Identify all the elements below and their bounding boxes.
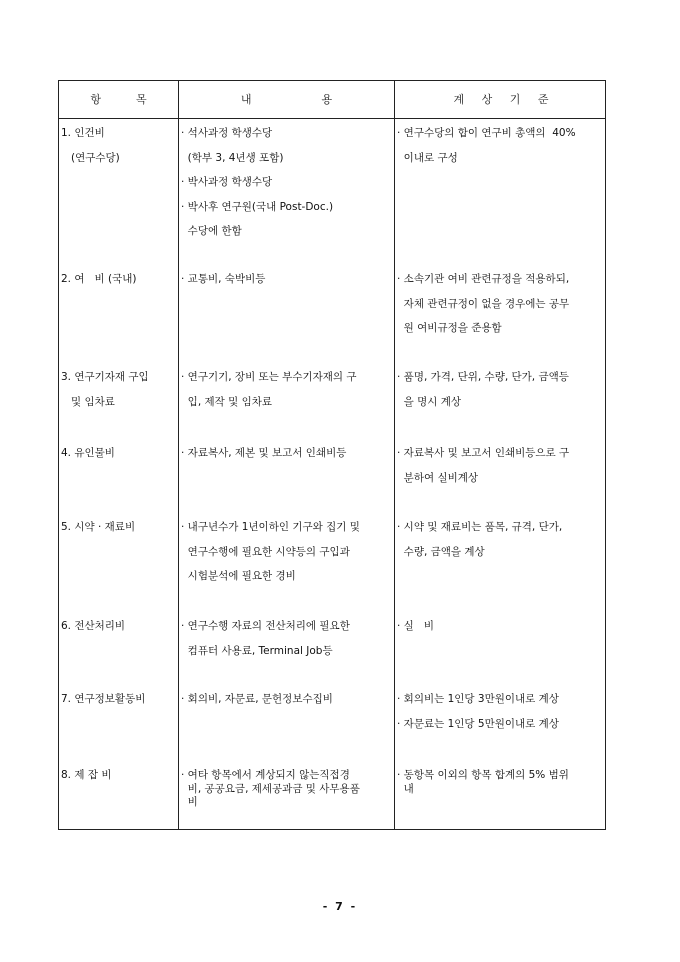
row-8-content: · 여타 항목에서 계상되지 않는직접경 비, 공공요금, 제세공과금 및 사무용품 비: [181, 769, 360, 808]
column-divider-1: [178, 81, 179, 829]
row-4-content: · 자료복사, 제본 및 보고서 인쇄비등: [181, 447, 347, 459]
row-5-item: 5. 시약 · 재료비: [61, 521, 136, 533]
row-6-item: 6. 전산처리비: [61, 620, 126, 632]
row-2-basis: · 소속기관 여비 관련규정을 적용하되, 자체 관련규정이 없을 경우에는 공무 원 여비규정을 준용함: [397, 273, 570, 334]
header-basis: 계 상 기 준: [453, 93, 549, 106]
row-5-content: · 내구년수가 1년이하인 기구와 집기 및 연구수행에 필요한 시약등의 구입과 시험분석에 필요한 경비: [181, 521, 360, 582]
row-1-item: 1. 인건비 (연구수당): [61, 127, 120, 164]
row-4-basis: · 자료복사 및 보고서 인쇄비등으로 구 분하여 실비계상: [397, 447, 570, 484]
row-1-content: · 석사과정 학생수당 (학부 3, 4년생 포함) · 박사과정 학생수당 · 박사후 연구원(국내 Post-Doc.) 수당에 한함: [181, 127, 334, 237]
row-7-basis: · 회의비는 1인당 3만원이내로 계상 · 자문료는 1인당 5만원이내로 계상: [397, 693, 559, 730]
row-3-item: 3. 연구기자재 구입 및 임차료: [61, 371, 149, 408]
row-1-basis: · 연구수당의 합이 연구비 총액의 40% 이내로 구성: [397, 127, 576, 164]
row-7-content: · 회의비, 자문료, 문헌정보수집비: [181, 693, 333, 705]
row-3-content: · 연구기기, 장비 또는 부수기자재의 구 입, 제작 및 임차료: [181, 371, 357, 408]
column-divider-2: [394, 81, 395, 829]
row-6-basis: · 실 비: [397, 620, 434, 632]
row-2-content: · 교통비, 숙박비등: [181, 273, 266, 285]
row-8-basis: · 동항목 이외의 항목 합계의 5% 범위 내: [397, 769, 569, 795]
row-6-content: · 연구수행 자료의 전산처리에 필요한 컴퓨터 사용료, Terminal Job등: [181, 620, 350, 657]
row-8-item: 8. 제 잡 비: [61, 769, 112, 781]
page-number: - 7 -: [322, 900, 358, 913]
header-content: 내 용: [240, 93, 333, 106]
row-4-item: 4. 유인물비: [61, 447, 115, 459]
budget-table: [58, 80, 606, 830]
row-5-basis: · 시약 및 재료비는 품목, 규격, 단가, 수량, 금액을 계상: [397, 521, 563, 558]
row-3-basis: · 품명, 가격, 단위, 수량, 단가, 금액등 을 명시 계상: [397, 371, 569, 408]
row-2-item: 2. 여 비 (국내): [61, 273, 137, 285]
header-item: 항 목: [90, 93, 147, 106]
row-7-item: 7. 연구정보활동비: [61, 693, 146, 705]
